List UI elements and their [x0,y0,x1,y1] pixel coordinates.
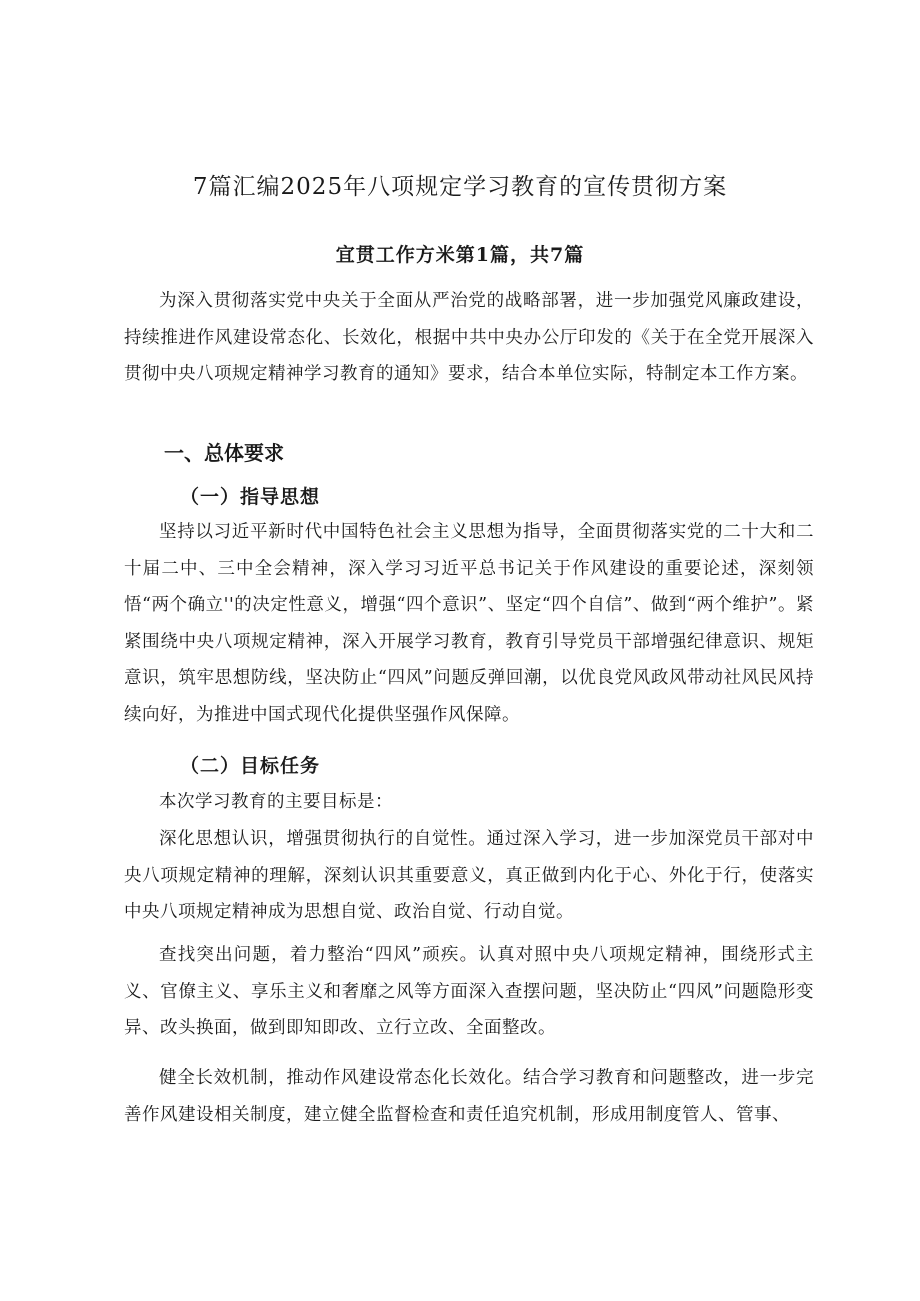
goals-lead-paragraph: 本次学习教育的主要目标是： [159,792,393,812]
goal-paragraph-1: 深化思想认识，增强贯彻执行的自觉性。通过深入学习，进一步加深党员干部对中央八项规定精神的理解，深刻认识其重要意义，真正做到内化于心、外化于行，使落实中央八项规定精神成为思想自觉、政治自觉、行动自觉。 [124,829,814,922]
guiding-thought-paragraph: 坚持以习近平新时代中国特色社会主义思想为指导，全面贯彻落实党的二十大和二十届二中、三中全会精神，深入学习习近平总书记关于作风建设的重要论述，深刻领悟“两个确立''的决定性意义，增强“四个意识”、坚定“四个自信”、做到“两个维护”。紧紧围绕中央八项规定精神，深入开展学习教育，教育引导党员干部增强纪律意识、规矩意识，筑牢思想防线，坚决防止“四风”问题反弹回潮，以优良党风政风带动社风民风持续向好，为推进中国式现代化提供坚强作风保障。 [124,522,814,725]
document-subtitle: 宜贯工作方米第1篇，共7篇 [335,244,585,266]
goal-paragraph-2: 查找突出问题，着力整治“四风”顽疾。认真对照中央八项规定精神，围绕形式主义、官僚主义、享乐主义和奢靡之风等方面深入查摆问题，坚决防止“四风”问题隐形变异、改头换面，做到即知即改、立行立改、全面整改。 [124,945,814,1038]
intro-paragraph: 为深入贯彻落实党中央关于全面从严治党的战略部署，进一步加强党风廉政建设，持续推进作风建设常态化、长效化，根据中共中央办公厅印发的《关于在全党开展深入贯彻中央八项规定精神学习教育的通知》要求，结合本单位实际，特制定本工作方案。 [124,291,814,384]
subsection-heading-guiding-thought: （一）指导思想 [180,486,321,508]
section-heading-general-requirements: 一、总体要求 [164,441,284,465]
goal-paragraph-3: 健全长效机制，推动作风建设常态化长效化。结合学习教育和问题整改，进一步完善作风建设相关制度，建立健全监督检查和责任追究机制，形成用制度管人、管事、 [124,1068,814,1125]
subsection-heading-goals: （二）目标任务 [180,755,321,777]
document-title: 7篇汇编2025年八项规定学习教育的宣传贯彻方案 [192,174,728,200]
